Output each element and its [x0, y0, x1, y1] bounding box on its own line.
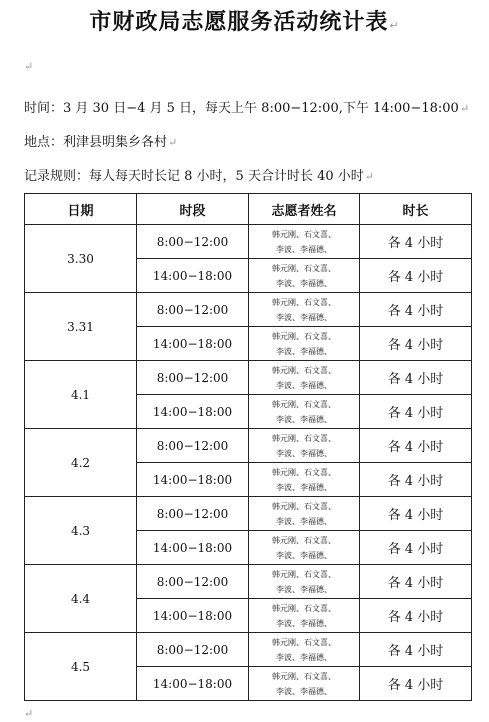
names-line-1: 韩元刚、石文喜、	[272, 637, 336, 647]
page-title	[0, 5, 489, 36]
names-line-1: 韩元刚、石文喜、	[272, 569, 336, 579]
table-row	[25, 429, 472, 463]
duration-cell: 各 4 小时	[360, 395, 472, 429]
paragraph-mark-icon: ↵	[24, 60, 34, 73]
date-cell: 3.30	[25, 225, 137, 293]
volunteer-names-cell	[249, 327, 360, 361]
table-body	[25, 225, 472, 701]
statistics-table	[24, 193, 472, 701]
paragraph-mark-icon: ↵	[168, 136, 178, 149]
duration-cell: 各 4 小时	[360, 361, 472, 395]
duration-cell: 各 4 小时	[360, 565, 472, 599]
table-row	[25, 225, 472, 259]
duration-cell: 各 4 小时	[360, 225, 472, 259]
rule-text: 记录规则：每人每天时长记 8 小时，5 天合计时长 40 小时	[24, 169, 364, 184]
duration-cell: 各 4 小时	[360, 327, 472, 361]
time-slot-cell: 8:00−12:00	[137, 225, 249, 259]
names-line-2: 李波、李福德、	[276, 618, 332, 628]
paragraph-mark-icon: ↵	[364, 170, 374, 183]
names-line-1: 韩元刚、石文喜、	[272, 297, 336, 307]
place-line	[24, 131, 177, 150]
time-slot-cell: 14:00−18:00	[137, 395, 249, 429]
header-duration: 时长	[360, 194, 472, 225]
duration-cell: 各 4 小时	[360, 259, 472, 293]
names-line-2: 李波、李福德、	[276, 312, 332, 322]
volunteer-names-cell	[249, 293, 360, 327]
names-line-1: 韩元刚、石文喜、	[272, 229, 336, 239]
names-line-1: 韩元刚、石文喜、	[272, 331, 336, 341]
names-line-1: 韩元刚、石文喜、	[272, 467, 336, 477]
names-line-2: 李波、李福德、	[276, 584, 332, 594]
duration-cell: 各 4 小时	[360, 293, 472, 327]
volunteer-names-cell	[249, 565, 360, 599]
table-row	[25, 633, 472, 667]
names-line-2: 李波、李福德、	[276, 346, 332, 356]
volunteer-names-cell	[249, 429, 360, 463]
paragraph-mark-icon: ↵	[24, 707, 34, 720]
volunteer-names-cell	[249, 463, 360, 497]
duration-cell: 各 4 小时	[360, 463, 472, 497]
time-slot-cell: 8:00−12:00	[137, 497, 249, 531]
time-slot-cell: 14:00−18:00	[137, 531, 249, 565]
title-text: 市财政局志愿服务活动统计表	[89, 10, 389, 35]
names-line-2: 李波、李福德、	[276, 278, 332, 288]
time-slot-cell: 8:00−12:00	[137, 361, 249, 395]
header-date: 日期	[25, 194, 137, 225]
paragraph-mark-icon: ↵	[459, 102, 470, 115]
names-line-2: 李波、李福德、	[276, 516, 332, 526]
duration-cell: 各 4 小时	[360, 429, 472, 463]
duration-cell: 各 4 小时	[360, 633, 472, 667]
duration-cell: 各 4 小时	[360, 497, 472, 531]
names-line-2: 李波、李福德、	[276, 686, 332, 696]
rule-line	[24, 165, 374, 184]
names-line-1: 韩元刚、石文喜、	[272, 263, 336, 273]
date-cell: 4.4	[25, 565, 137, 633]
time-slot-cell: 14:00−18:00	[137, 667, 249, 701]
names-line-2: 李波、李福德、	[276, 244, 332, 254]
date-cell: 4.5	[25, 633, 137, 701]
duration-cell: 各 4 小时	[360, 667, 472, 701]
names-line-1: 韩元刚、石文喜、	[272, 535, 336, 545]
date-cell: 4.2	[25, 429, 137, 497]
names-line-2: 李波、李福德、	[276, 550, 332, 560]
volunteer-names-cell	[249, 225, 360, 259]
duration-cell: 各 4 小时	[360, 599, 472, 633]
time-slot-cell: 8:00−12:00	[137, 565, 249, 599]
table-row	[25, 497, 472, 531]
names-line-2: 李波、李福德、	[276, 380, 332, 390]
volunteer-names-cell	[249, 361, 360, 395]
volunteer-names-cell	[249, 667, 360, 701]
names-line-2: 李波、李福德、	[276, 652, 332, 662]
table-row	[25, 565, 472, 599]
volunteer-names-cell	[249, 633, 360, 667]
names-line-2: 李波、李福德、	[276, 448, 332, 458]
time-slot-cell: 14:00−18:00	[137, 599, 249, 633]
table-row	[25, 293, 472, 327]
volunteer-names-cell	[249, 395, 360, 429]
volunteer-names-cell	[249, 497, 360, 531]
volunteer-names-cell	[249, 599, 360, 633]
duration-cell: 各 4 小时	[360, 531, 472, 565]
time-text: 时间：3 月 30 日−4 月 5 日，每天上午 8:00−12:00,下午 14:00−18:00	[24, 101, 459, 116]
date-cell: 4.3	[25, 497, 137, 565]
header-slot: 时段	[137, 194, 249, 225]
time-slot-cell: 14:00−18:00	[137, 259, 249, 293]
time-slot-cell: 14:00−18:00	[137, 463, 249, 497]
names-line-1: 韩元刚、石文喜、	[272, 399, 336, 409]
table-header-row	[25, 194, 472, 225]
names-line-1: 韩元刚、石文喜、	[272, 365, 336, 375]
time-slot-cell: 8:00−12:00	[137, 429, 249, 463]
time-line	[24, 97, 469, 116]
paragraph-mark-icon: ↵	[389, 19, 400, 32]
time-slot-cell: 14:00−18:00	[137, 327, 249, 361]
names-line-2: 李波、李福德、	[276, 482, 332, 492]
names-line-1: 韩元刚、石文喜、	[272, 501, 336, 511]
header-names: 志愿者姓名	[249, 194, 360, 225]
time-slot-cell: 8:00−12:00	[137, 633, 249, 667]
time-slot-cell: 8:00−12:00	[137, 293, 249, 327]
volunteer-names-cell	[249, 259, 360, 293]
names-line-1: 韩元刚、石文喜、	[272, 603, 336, 613]
table-row	[25, 361, 472, 395]
date-cell: 3.31	[25, 293, 137, 361]
volunteer-names-cell	[249, 531, 360, 565]
names-line-1: 韩元刚、石文喜、	[272, 433, 336, 443]
date-cell: 4.1	[25, 361, 137, 429]
names-line-2: 李波、李福德、	[276, 414, 332, 424]
place-text: 地点：利津县明集乡各村	[24, 135, 168, 150]
names-line-1: 韩元刚、石文喜、	[272, 671, 336, 681]
